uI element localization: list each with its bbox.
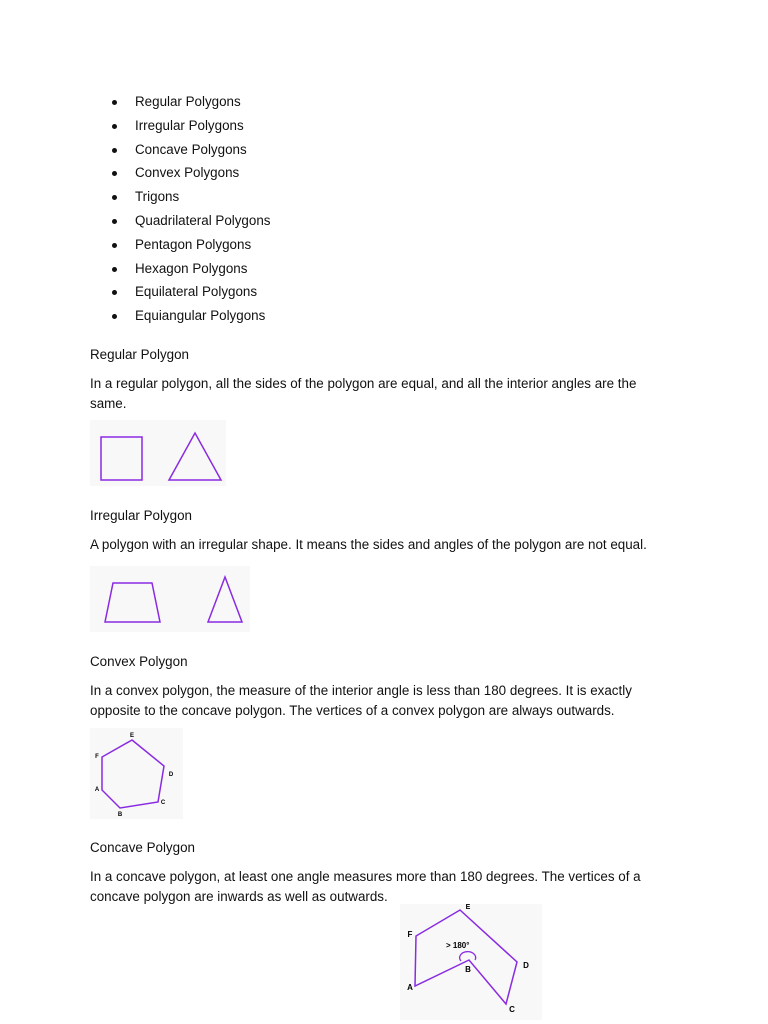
concave-polygon-description: In a concave polygon, at least one angle measures more than 180 degrees. The vertices of a concave polygon are inwards as well as outwards.: [90, 869, 641, 904]
regular-polygon-description: In a regular polygon, all the sides of the polygon are equal, and all the interior angles are the same.: [90, 376, 637, 411]
list-item: Hexagon Polygons: [90, 259, 270, 283]
vertex-label-e: E: [465, 904, 471, 911]
reflex-angle-label: > 180°: [446, 941, 470, 950]
triangle-shape: [208, 577, 242, 622]
vertex-label-c: C: [160, 800, 166, 806]
bullet-icon: [112, 171, 117, 176]
vertex-label-d: D: [168, 772, 174, 778]
irregular-polygon-description: A polygon with an irregular shape. It means the sides and angles of the polygon are not equal.: [90, 537, 647, 552]
bullet-icon: [112, 314, 117, 319]
regular-polygon-figure: [90, 420, 226, 486]
regular-polygon-heading: Regular Polygon: [90, 347, 190, 362]
list-item: Equiangular Polygons: [90, 306, 270, 330]
convex-polygon-description: In a convex polygon, the measure of the interior angle is less than 180 degrees. It is exactly opposite to the concave polygon. The vertices of a convex polygon are always outwards.: [90, 683, 632, 718]
list-item: Concave Polygons: [90, 140, 270, 164]
concave-hexagon-shape: [415, 910, 517, 1004]
vertex-label-b: B: [465, 965, 471, 974]
reflex-angle-arc: [460, 952, 476, 961]
list-item: Equilateral Polygons: [90, 282, 270, 306]
bullet-icon: [112, 100, 117, 105]
vertex-label-f: F: [95, 754, 99, 760]
irregular-polygon-figure: [90, 566, 250, 632]
vertex-label-d: D: [523, 961, 529, 970]
list-item: Irregular Polygons: [90, 116, 270, 140]
bullet-icon: [112, 124, 117, 129]
polygon-types-list: [90, 92, 270, 330]
bullet-icon: [112, 290, 117, 295]
vertex-label-a: A: [94, 787, 100, 793]
list-item: Trigons: [90, 187, 270, 211]
vertex-label-c: C: [509, 1005, 515, 1014]
vertex-label-b: B: [117, 812, 123, 818]
list-item: Quadrilateral Polygons: [90, 211, 270, 235]
square-shape: [101, 437, 142, 480]
vertex-label-a: A: [407, 983, 413, 992]
concave-polygon-figure: [400, 904, 542, 1020]
bullet-icon: [112, 148, 117, 153]
bullet-icon: [112, 219, 117, 224]
irregular-polygon-heading: Irregular Polygon: [90, 508, 192, 523]
hexagon-shape: [102, 740, 164, 808]
concave-polygon-heading: Concave Polygon: [90, 840, 195, 855]
list-item: Pentagon Polygons: [90, 235, 270, 259]
bullet-icon: [112, 243, 117, 248]
bullet-icon: [112, 267, 117, 272]
list-item: Convex Polygons: [90, 163, 270, 187]
bullet-icon: [112, 195, 117, 200]
vertex-label-f: F: [407, 930, 413, 939]
convex-polygon-heading: Convex Polygon: [90, 654, 188, 669]
convex-polygon-figure: [90, 728, 183, 819]
list-item: Regular Polygons: [90, 92, 270, 116]
triangle-shape: [169, 433, 221, 480]
vertex-label-e: E: [129, 733, 135, 739]
trapezoid-shape: [105, 583, 160, 622]
